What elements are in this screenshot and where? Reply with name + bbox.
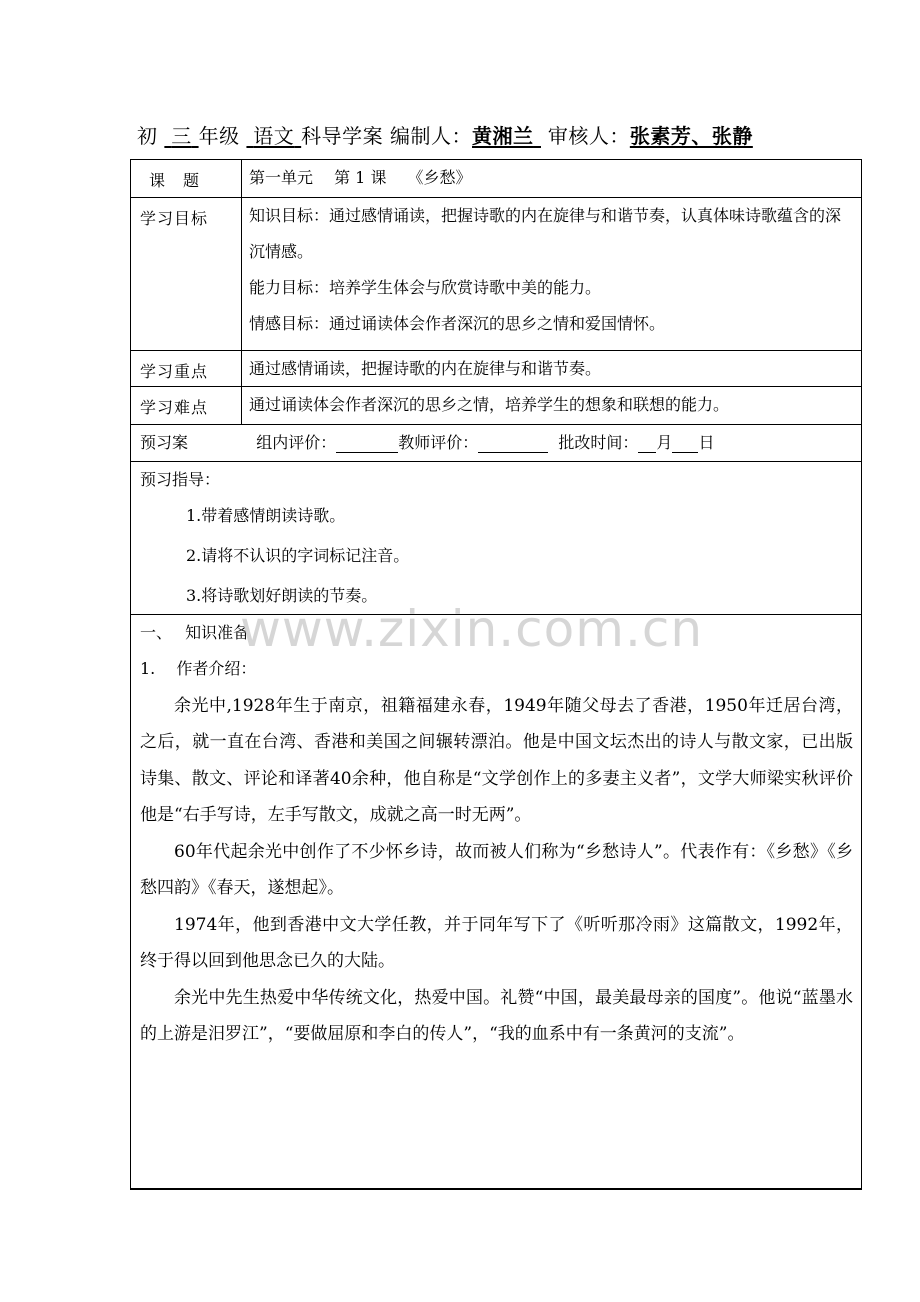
section-heading: 一、 知识准备 xyxy=(140,622,250,642)
difficulty-label: 学习难点 xyxy=(131,386,242,424)
header-grade: 三 xyxy=(171,124,192,148)
header-grade-suffix: 年级 xyxy=(198,124,240,148)
watermark: www.zixin.com.cn xyxy=(240,600,704,658)
preview-cell xyxy=(131,424,861,461)
author-paragraph-3: 1974年，他到香港中文大学任教，并于同年写下了《听听那冷雨》这篇散文，1992年，终于得以回到他思念已久的大陆。 xyxy=(140,914,853,971)
guide-title: 预习指导： xyxy=(140,469,221,489)
group-eval-blank[interactable] xyxy=(336,452,398,453)
main-row xyxy=(131,614,861,1188)
topic-label: 课 题 xyxy=(131,160,242,197)
preview-label: 预习案 xyxy=(140,432,189,452)
day-blank[interactable] xyxy=(672,452,698,453)
goals-row xyxy=(131,197,861,350)
main-cell xyxy=(131,614,861,1188)
header-reviewer-label: 审核人： xyxy=(547,124,630,148)
teacher-eval-label: 教师评价： xyxy=(398,432,479,452)
key-point-row xyxy=(131,350,861,386)
author-paragraph-1: 余光中,1928年生于南京，祖籍福建永春，1949年随父母去了香港，1950年迁居台湾，之后，就一直在台湾、香港和美国之间辗转漂泊。他是中国文坛杰出的诗人与散文家，已出版诗集、散文、评论和译著40余种，他自称是“文学创作上的多妻主义者”，文学大师梁实秋评价他是“右手写诗，左手写散文，成就之高一时无两”。 xyxy=(140,695,853,825)
header-reviewers: 张素芳、张静 xyxy=(629,124,753,148)
guide-item-1: 1.带着感情朗读诗歌。 xyxy=(186,505,346,525)
difficulty-value: 通过诵读体会作者深沉的思乡之情，培养学生的想象和联想的能力。 xyxy=(242,386,862,424)
guide-item-2: 2.请将不认识的字词标记注音。 xyxy=(186,545,410,565)
topic-row xyxy=(131,160,861,197)
lesson-table xyxy=(130,159,862,1190)
month-blank[interactable] xyxy=(638,452,656,453)
key-point-value: 通过感情诵读，把握诗歌的内在旋律与和谐节奏。 xyxy=(242,350,862,386)
header-editor: 黄湘兰 xyxy=(472,124,534,148)
document-header xyxy=(137,120,837,149)
guide-cell xyxy=(131,461,861,614)
goals-value xyxy=(242,197,862,350)
difficulty-row xyxy=(131,386,861,424)
emotion-goal: 情感目标：通过诵读体会作者深沉的思乡之情和爱国情怀。 xyxy=(249,313,666,333)
header-subject: 语文 xyxy=(253,124,295,148)
header-subject-suffix: 科导学案 xyxy=(301,124,384,148)
author-paragraph-2: 60年代起余光中创作了不少怀乡诗，故而被人们称为“乡愁诗人”。代表作有：《乡愁》《乡愁四韵》《春天，遂想起》。 xyxy=(140,841,853,898)
guide-row xyxy=(131,461,861,614)
goals-label: 学习目标 xyxy=(131,197,242,350)
teacher-eval-blank[interactable] xyxy=(478,452,548,453)
header-editor-label: 编制人： xyxy=(390,124,473,148)
month-label: 月 xyxy=(656,432,673,452)
key-point-label: 学习重点 xyxy=(131,350,242,386)
preview-row xyxy=(131,424,861,461)
author-paragraph-4: 余光中先生热爱中华传统文化，热爱中国。礼赞“中国，最美最母亲的国度”。他说“蓝墨水的上游是汨罗江”，“要做屈原和李白的传人”，“我的血系中有一条黄河的支流”。 xyxy=(140,987,853,1044)
day-label: 日 xyxy=(698,432,715,452)
group-eval-label: 组内评价： xyxy=(256,432,337,452)
ability-goal: 能力目标：培养学生体会与欣赏诗歌中美的能力。 xyxy=(249,277,602,297)
time-label: 批改时间： xyxy=(558,432,639,452)
guide-item-3: 3.将诗歌划好朗读的节奏。 xyxy=(186,585,378,605)
knowledge-goal: 知识目标：通过感情诵读，把握诗歌的内在旋律与和谐节奏，认真体味诗歌蕴含的深沉情感。 xyxy=(249,205,842,261)
subsection-heading: 1. 作者介绍： xyxy=(140,659,257,678)
header-prefix: 初 xyxy=(137,124,158,148)
topic-value: 第一单元 第 1 课 《乡愁》 xyxy=(242,160,862,197)
